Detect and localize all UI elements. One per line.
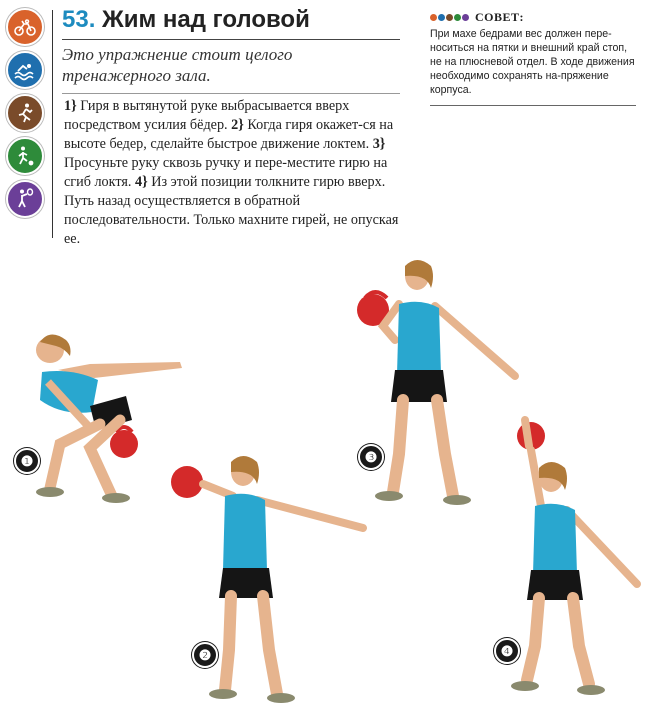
- step-text: Из этой позиции толкните гирю вверх. Путь назад осуществляется в обратной последовательности. Только махните гирей, не опуская ее.: [64, 174, 399, 247]
- figure-step-2: [165, 450, 375, 715]
- figure-step-4: [505, 406, 645, 702]
- dot-icon: [430, 14, 437, 21]
- step-badge-3: ❸: [358, 444, 384, 470]
- column-divider: [52, 10, 53, 238]
- step-text: Просуньте руку сквозь ручку и пере-местите гирю на сгиб локтя.: [64, 155, 388, 190]
- title-divider: [62, 39, 400, 40]
- tip-divider: [430, 105, 636, 106]
- instructions: [64, 97, 404, 249]
- step-marker: 3}: [372, 136, 386, 152]
- dot-icon: [446, 14, 453, 21]
- step-text: Когда гиря окажет-ся на высоте бедер, сделайте быстрое движение локтем.: [64, 117, 394, 152]
- dot-icon: [438, 14, 445, 21]
- swimming-icon: [6, 51, 44, 89]
- sport-icons: [6, 8, 46, 223]
- step-marker: 1}: [64, 98, 77, 114]
- step-badge-1: ❶: [14, 448, 40, 474]
- cycling-icon: [6, 8, 44, 46]
- subtitle: Это упражнение стоит целого тренажерного зала.: [62, 45, 293, 85]
- exercise-title: Жим над головой: [102, 6, 310, 33]
- tip-text: При махе бедрами вес должен пере-носиться на пятки и внешний край стоп, не на плюсневой отдел. В ходе движения необходимо сохранять на-пряжение корпуса.: [430, 28, 635, 96]
- dot-icon: [454, 14, 461, 21]
- running-icon: [6, 94, 44, 132]
- figure-step-3: [355, 254, 525, 516]
- tip-box: [430, 10, 638, 106]
- step-badge-4: ❹: [494, 638, 520, 664]
- tip-header: [430, 10, 638, 25]
- tip-label: СОВЕТ:: [475, 10, 525, 24]
- tennis-icon: [6, 180, 44, 218]
- step-badge-2: ❷: [192, 642, 218, 668]
- step-marker: 4}: [135, 174, 148, 190]
- page-title: [62, 6, 310, 34]
- dot-icon: [462, 14, 469, 21]
- exercise-number: 53.: [62, 6, 96, 33]
- exercise-photo-sequence: [0, 240, 653, 719]
- subtitle-divider: [62, 93, 400, 94]
- step-text: Гиря в вытянутой руке выбрасывается вверх посредством усилия бёдер.: [64, 98, 350, 133]
- step-marker: 2}: [231, 117, 244, 133]
- soccer-icon: [6, 137, 44, 175]
